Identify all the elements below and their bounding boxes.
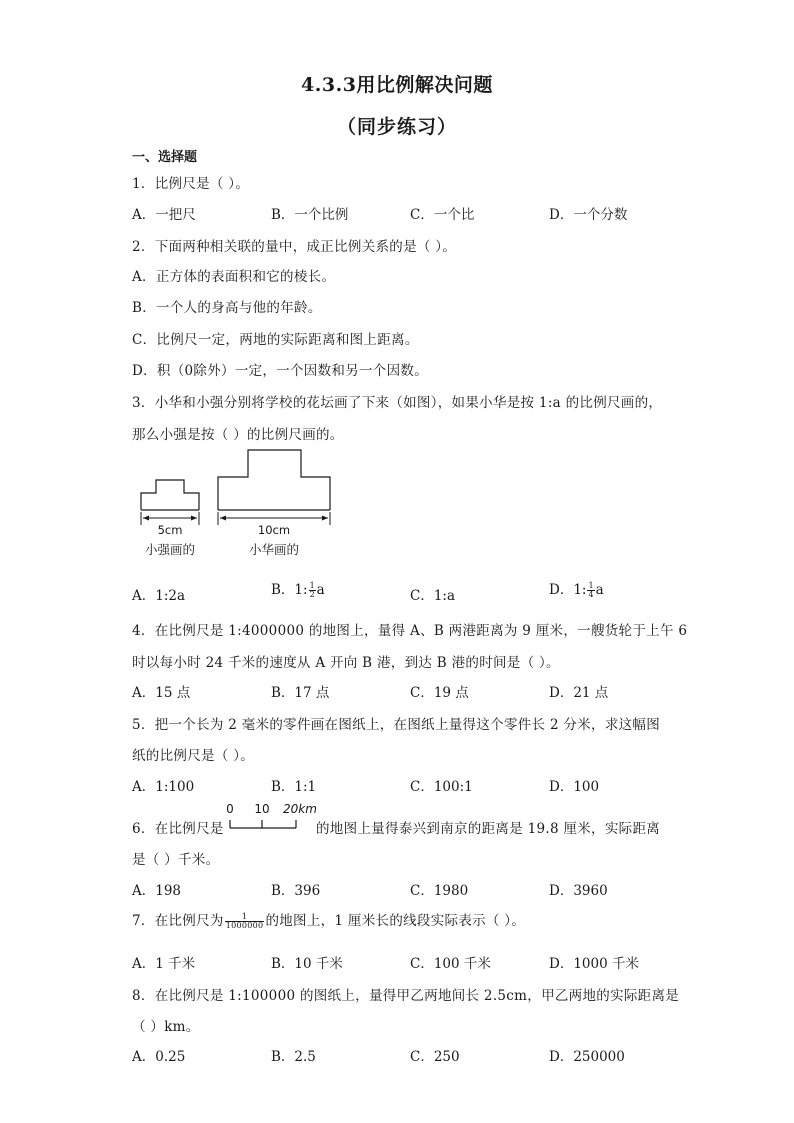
question-7-prefix: 7．在比例尺为 [132,913,224,929]
question-6-line2: 是（ ）千米。 [132,852,220,868]
q1-option-c[interactable]: C．一个比 [410,207,475,223]
q6-option-b[interactable]: B．396 [271,883,321,899]
q1-option-d[interactable]: D．一个分数 [549,207,628,223]
q5-option-b[interactable]: B．1:1 [271,779,317,795]
question-4-line1: 4．在比例尺是 1:4000000 的地图上，量得 A、B 两港距离为 9 厘米，一艘货轮于上午 6 [132,623,688,639]
q2-option-d[interactable]: D．积（0除外）一定，一个因数和另一个因数。 [132,363,429,379]
q6-option-c[interactable]: C．1980 [410,883,469,899]
fraction-one-half: $\frac{1}{2}$ [309,581,315,599]
q4-option-b[interactable]: B．17 点 [271,685,330,701]
q7-option-b[interactable]: B．10 千米 [271,956,343,972]
q3-option-b[interactable] [271,578,325,599]
q8-option-d[interactable]: D．250000 [549,1049,625,1065]
q8-option-c[interactable]: C．250 [410,1049,460,1065]
q3-option-d-suffix: a [595,582,604,598]
q6-option-d[interactable]: D．3960 [549,883,608,899]
scale-label-20km: 20km [283,802,317,816]
q3-option-b-prefix: B．1: [271,582,308,598]
q8-option-b[interactable]: B．2.5 [271,1049,316,1065]
q3-option-d-prefix: D．1: [549,582,587,598]
question-7-suffix: 的地图上，1 厘米长的线段实际表示（ ）。 [265,913,526,929]
q2-option-a[interactable]: A．正方体的表面积和它的棱长。 [132,269,336,285]
flowerbed-figure [130,445,350,570]
q2-option-b[interactable]: B．一个人的身高与他的年龄。 [132,300,322,316]
question-5-line1: 5．把一个长为 2 毫米的零件画在图纸上，在图纸上量得这个零件长 2 分米，求这幅图 [132,717,661,733]
q5-option-d[interactable]: D．100 [549,779,600,795]
q3-option-d[interactable] [549,578,604,599]
q3-option-c[interactable]: C．1:a [410,588,456,604]
question-2-stem: 2．下面两种相关联的量中，成正比例关系的是（ ）。 [132,239,457,255]
small-caption: 小强画的 [144,542,196,557]
page-title: 4.3.3用比例解决问题 [301,74,493,96]
question-4-line2: 时以每小时 24 千米的速度从 A 开向 B 港，到达 B 港的时间是（ ）。 [132,655,560,671]
question-6-prefix: 6．在比例尺是 [132,821,224,837]
question-8-line1: 8．在比例尺是 1:100000 的图纸上，量得甲乙两地间长 2.5cm，甲乙两地的实际距离是 [132,988,680,1004]
q4-option-d[interactable]: D．21 点 [549,685,609,701]
q1-option-a[interactable]: A．一把尺 [132,207,196,223]
large-caption: 小华画的 [248,542,300,557]
scale-label-0: 0 [226,802,234,816]
small-dimension-label: 5cm [157,523,183,537]
scale-label-10: 10 [254,802,270,816]
small-flowerbed-shape [141,480,199,510]
question-8-line2: （ ）km。 [132,1019,200,1035]
question-3-line1: 3．小华和小强分别将学校的花坛画了下来（如图），如果小华是按 1:a 的比例尺画的， [132,395,663,411]
q8-option-a[interactable]: A．0.25 [132,1049,186,1065]
q3-option-a[interactable]: A．1:2a [132,588,186,604]
q4-option-c[interactable]: C．19 点 [410,685,469,701]
q4-option-a[interactable]: A．15 点 [132,685,191,701]
page-subtitle: （同步练习） [336,116,457,138]
q6-option-a[interactable]: A．198 [132,883,182,899]
question-1-stem: 1．比例尺是（ ）。 [132,176,250,192]
large-flowerbed-shape [218,450,330,510]
q7-option-a[interactable]: A．1 千米 [132,956,196,972]
line-scale-bar [224,800,320,830]
question-5-line2: 纸的比例尺是（ ）。 [132,748,255,764]
question-7-stem [132,909,525,930]
section-heading: 一、选择题 [132,150,198,165]
large-dimension-label: 10cm [257,523,291,537]
q1-option-b[interactable]: B．一个比例 [271,207,349,223]
q7-option-c[interactable]: C．100 千米 [410,956,491,972]
fraction-one-quarter: $\frac{1}{4}$ [588,581,594,599]
question-6-line1: 的地图上量得泰兴到南京的距离是 19.8 厘米，实际距离 [316,821,661,837]
q2-option-c[interactable]: C．比例尺一定，两地的实际距离和图上距离。 [132,332,419,348]
q3-option-b-suffix: a [316,582,325,598]
q5-option-a[interactable]: A．1:100 [132,779,195,795]
fraction-scale: $\frac{1}{1000000}$ [225,912,264,930]
q7-option-d[interactable]: D．1000 千米 [549,956,639,972]
question-3-line2: 那么小强是按（ ）的比例尺画的。 [132,427,344,443]
q5-option-c[interactable]: C．100:1 [410,779,473,795]
